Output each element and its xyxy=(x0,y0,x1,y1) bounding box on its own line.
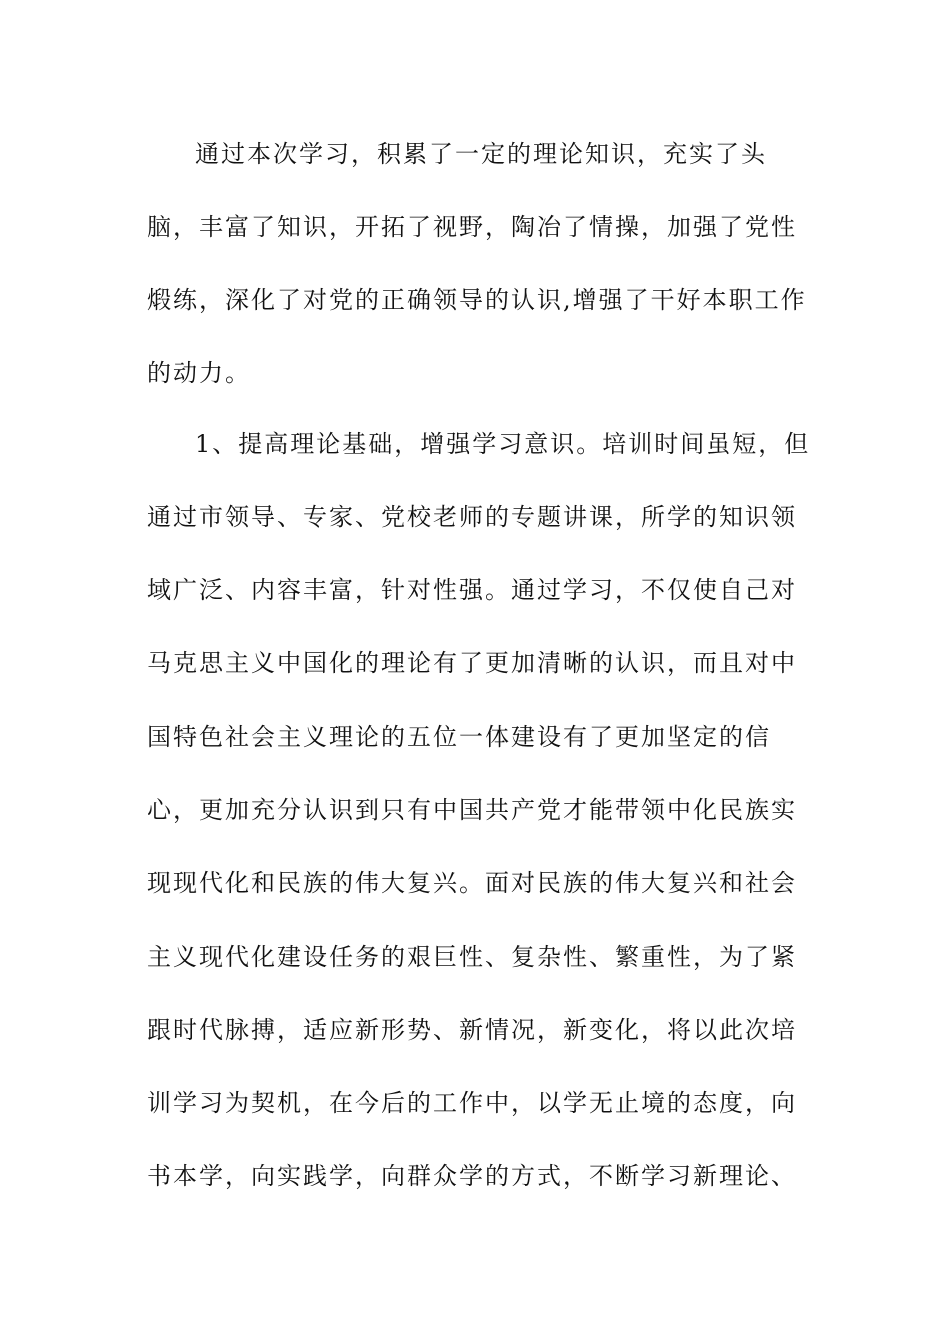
paragraph-1-line-2: 脑，丰富了知识，开拓了视野，陶冶了情操，加强了党性 xyxy=(147,213,797,241)
paragraph-2-line-7: 现现代化和民族的伟大复兴。面对民族的伟大复兴和社会 xyxy=(147,869,797,897)
paragraph-2-line-6: 心，更加充分认识到只有中国共产党才能带领中化民族实 xyxy=(147,796,797,824)
paragraph-2-line-5: 国特色社会主义理论的五位一体建设有了更加坚定的信 xyxy=(147,723,771,751)
paragraph-2-line-2: 通过市领导、专家、党校老师的专题讲课，所学的知识领 xyxy=(147,503,797,531)
paragraph-2-line-10: 训学习为契机，在今后的工作中，以学无止境的态度，向 xyxy=(147,1089,797,1117)
paragraph-1-line-4: 的动力。 xyxy=(147,359,251,387)
paragraph-2-line-1: 1、提高理论基础，增强学习意识。培训时间虽短，但 xyxy=(195,430,811,458)
paragraph-2-line-4: 马克思主义中国化的理论有了更加清晰的认识，而且对中 xyxy=(147,649,797,677)
paragraph-2-line-11: 书本学，向实践学，向群众学的方式，不断学习新理论、 xyxy=(147,1162,797,1190)
paragraph-2-line-8: 主义现代化建设任务的艰巨性、复杂性、繁重性，为了紧 xyxy=(147,943,797,971)
paragraph-2-line-3: 域广泛、内容丰富，针对性强。通过学习，不仅使自己对 xyxy=(147,576,797,604)
paragraph-1-line-3: 煅练，深化了对党的正确领导的认识,增强了干好本职工作 xyxy=(147,286,807,314)
paragraph-2-line-9: 跟时代脉搏，适应新形势、新情况，新变化，将以此次培 xyxy=(147,1016,797,1044)
paragraph-1-line-1: 通过本次学习，积累了一定的理论知识，充实了头 xyxy=(195,140,767,168)
